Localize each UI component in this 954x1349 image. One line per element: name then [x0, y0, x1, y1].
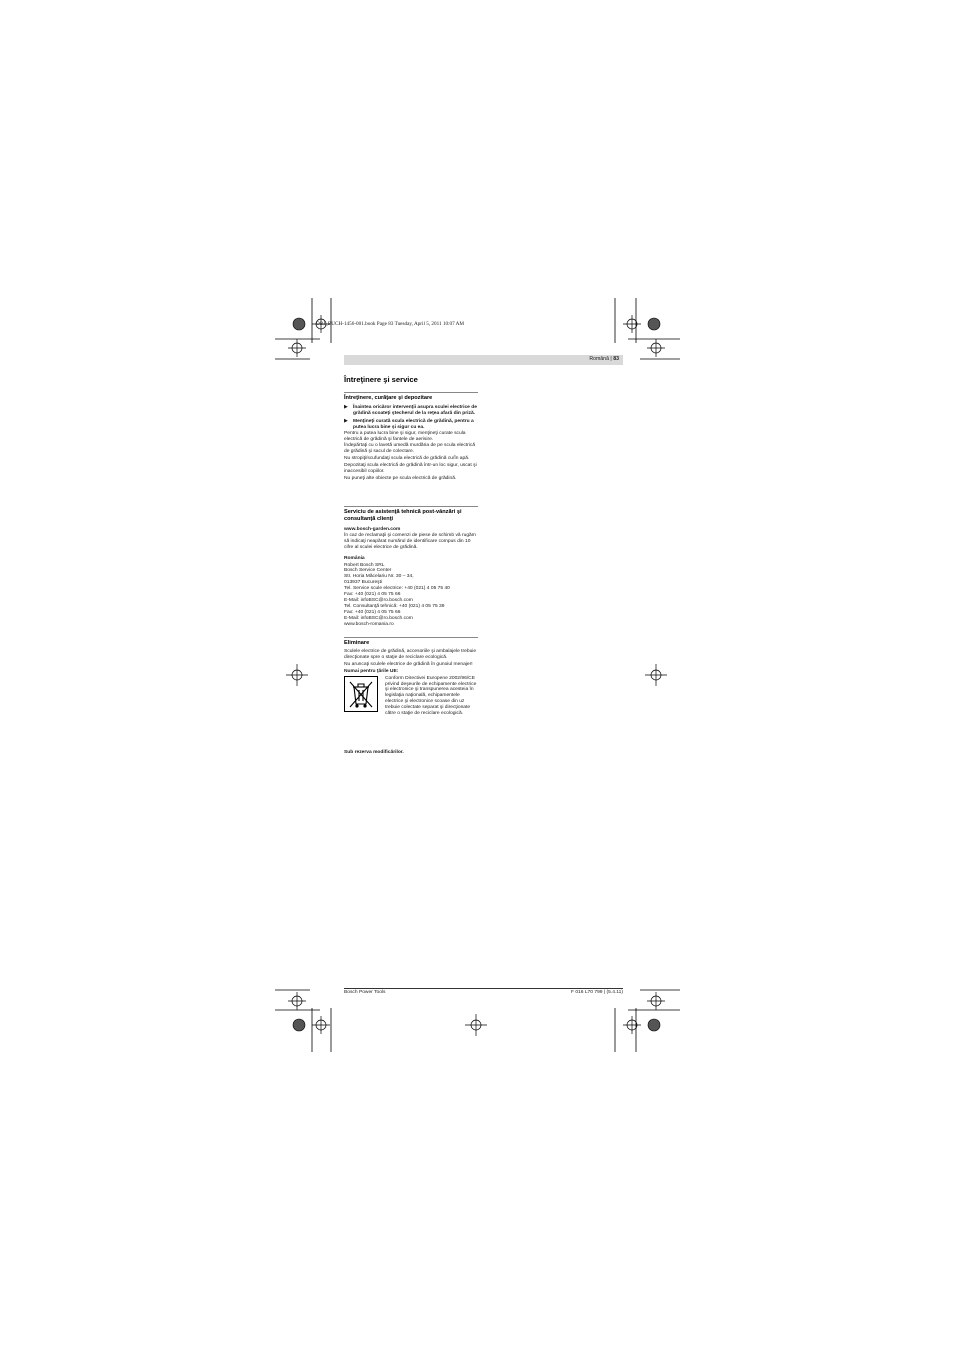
footer-divider	[344, 988, 623, 989]
service-section	[344, 527, 478, 628]
disposal-paragraph: Nu aruncaţi sculele electrice de grădină în gunoiul menajer!	[344, 661, 473, 667]
maintenance-section	[344, 405, 478, 482]
page-number: 83	[613, 356, 619, 362]
warning-bullet-2: ▶ Menţineţi curată scula electrică de grădină, pentru a putea lucra bine şi sigur cu ea.	[344, 417, 474, 430]
address-line: Tel. Service scule electrice: +40 (021) 4 05 75 40	[344, 586, 450, 592]
closing-note: Sub rezerva modificărilor.	[344, 750, 404, 755]
page-header-bar	[344, 355, 623, 365]
address-line: Fax: +40 (021) 4 05 75 66	[344, 609, 401, 615]
print-file-info: OBJ_BUCH-1456-001.book Page 83 Tuesday, April 5, 2011 10:07 AM	[316, 321, 465, 327]
address-line: 013937 Bucureşti	[344, 580, 383, 586]
address-line: Tel. Consultanţă tehnică: +40 (021) 4 05 75 39	[344, 603, 445, 609]
address-line: E-Mail: infoBSC@ro.bosch.com	[344, 615, 413, 621]
footer-doc-number: F 016 L70 799 | (5.4.11)	[570, 990, 623, 995]
service-heading: Serviciu de asistenţă tehnică post-vânzări şi consultanţă clienţi	[344, 509, 462, 522]
weee-directive-text: Conform Directivei Europene 2002/96/CE privind deşeurile de echipamente electrice şi electronice şi transpunerea acesteia în legislaţia naţională, echipamentele electrice şi electronice scoase din uz trebuie colectate separat şi direcţionate către o staţie de reciclare ecologică.	[385, 675, 477, 717]
section-divider	[344, 392, 478, 393]
bullet-arrow-icon: ▶	[344, 404, 348, 410]
disposal-section	[344, 649, 478, 717]
section-divider	[344, 506, 478, 507]
maintenance-paragraph: Nu stropiţi/scufundaţi scula electrică de grădină cu/în apă.	[344, 456, 470, 462]
main-title: Întreţinere şi service	[344, 375, 418, 384]
disposal-paragraph: Sculele electrice de grădină, accesoriile şi ambalajele trebuie direcţionate spre o staţie de reciclare ecologică.	[344, 649, 477, 660]
maintenance-paragraph: Îndepărtaţi cu o lavetă umedă murdăria de pe scula electrică de grădină şi sacul de colectare.	[344, 443, 476, 455]
service-address	[344, 563, 478, 628]
eu-only-label: Numai pentru ţările UE:	[344, 668, 399, 674]
address-line: Fax: +40 (021) 4 05 75 66	[344, 592, 401, 598]
address-line: E-Mail: infoBSC@ro.bosch.com	[344, 597, 413, 603]
section-divider	[344, 637, 478, 638]
footer-brand: Bosch Power Tools	[344, 990, 386, 995]
crossed-out-wheelie-bin-icon	[344, 676, 378, 712]
service-url: www.bosch-garden.com	[344, 527, 401, 532]
header-language: Română	[589, 356, 609, 362]
bullet-arrow-icon: ▶	[344, 417, 348, 424]
header-separator: |	[610, 356, 612, 362]
address-line: www.bosch-romania.ro	[344, 621, 394, 627]
country-label: România	[344, 555, 365, 561]
maintenance-paragraph: Nu puneţi alte obiecte pe scula electrică de grădină.	[344, 475, 457, 481]
address-line: Robert Bosch SRL	[344, 562, 385, 568]
warning-bullet-1: ▶ Înaintea oricăror intervenţii asupra sculei electrice de grădină scoateţi ştecherul de la reţea afară din priză.	[344, 404, 477, 416]
service-paragraph: În caz de reclamaţii şi comenzi de piese de schimb vă rugăm să indicaţi neapărat numărul de identificare compus din 10 cifre al sculei electrice de grădină.	[344, 532, 476, 550]
maintenance-heading: Întreţinere, curăţare şi depozitare	[344, 395, 433, 401]
address-line: Bosch Service Center	[344, 568, 392, 574]
page-header	[589, 356, 619, 362]
address-line: Str. Horia Măcelariu Nr. 30 – 34,	[344, 574, 414, 580]
maintenance-paragraph: Depozitaţi scula electrică de grădină într-un loc sigur, uscat şi inaccesibil copiilor.	[344, 463, 477, 475]
maintenance-paragraph: Pentru a putea lucra bine şi sigur, menţineţi curate scula electrică de grădină şi fantele de aerisire.	[344, 430, 466, 442]
weee-notice	[344, 676, 478, 717]
disposal-heading: Eliminare	[344, 640, 370, 646]
